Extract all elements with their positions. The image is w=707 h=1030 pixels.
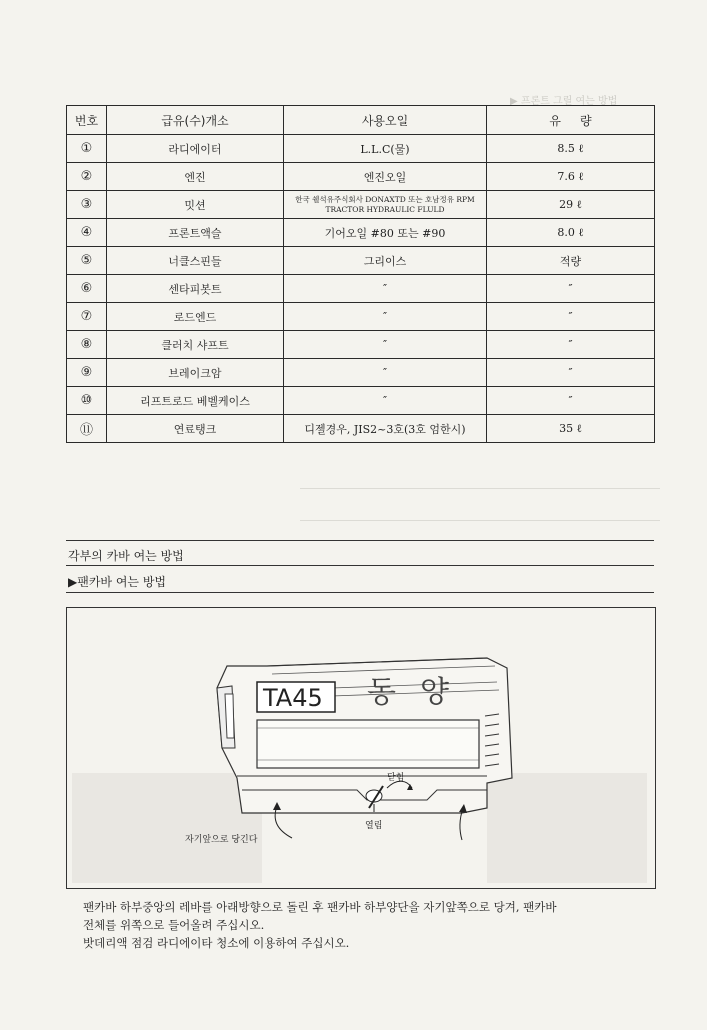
instruction-line-2: 전체를 위쪽으로 들어올려 주십시오. (83, 918, 265, 932)
header-place: 급유(수)개소 (107, 106, 284, 135)
bleed-through-line (300, 520, 660, 521)
row-amount: ″ (487, 387, 655, 415)
row-oil: 디젤경우, JIS2~3호(3호 엄한시) (284, 415, 487, 443)
table-row (67, 415, 655, 443)
instruction-line-1: 팬카바 하부중앙의 레바를 아래방향으로 돌린 후 팬카바 하부양단을 자기앞쪽으로 당겨, 팬카바 (83, 900, 557, 914)
row-number: ① (67, 135, 107, 163)
row-number: ⑧ (67, 331, 107, 359)
lubrication-table (66, 105, 655, 443)
header-no: 번호 (67, 106, 107, 135)
table-row (67, 219, 655, 247)
bleed-through-text: ▶ 프론트 그릴 여는 방법 (510, 96, 618, 107)
row-number: ⑤ (67, 247, 107, 275)
row-place: 라디에이터 (107, 135, 284, 163)
row-oil: ″ (284, 275, 487, 303)
row-place: 엔진 (107, 163, 284, 191)
row-amount: ″ (487, 331, 655, 359)
row-amount: 7.6 ℓ (487, 163, 655, 191)
brand-logo-text: 동양 (367, 675, 473, 710)
header-amount: 유 량 (487, 106, 655, 135)
fan-cover-figure (66, 607, 656, 889)
table-row (67, 247, 655, 275)
label-open: 열림 (365, 821, 383, 831)
row-number: ⑪ (67, 415, 107, 443)
table-row (67, 387, 655, 415)
row-place: 밋션 (107, 191, 284, 219)
row-oil: 그리이스 (284, 247, 487, 275)
instruction-line-3: 밧데리액 점검 라디에이타 청소에 이용하여 주십시오. (83, 936, 350, 950)
row-amount: 29 ℓ (487, 191, 655, 219)
bleed-through-line (300, 488, 660, 489)
row-amount: 8.5 ℓ (487, 135, 655, 163)
row-place: 로드엔드 (107, 303, 284, 331)
row-number: ⑦ (67, 303, 107, 331)
table-row (67, 135, 655, 163)
instruction-text (83, 898, 663, 952)
row-amount: ″ (487, 275, 655, 303)
section-title: 각부의 카바 여는 방법 (68, 549, 184, 563)
table-header-row (67, 106, 655, 135)
row-oil: ″ (284, 303, 487, 331)
row-place: 너클스핀들 (107, 247, 284, 275)
label-pull-forward: 자기앞으로 당긴다 (185, 835, 258, 845)
fan-cover-illustration (67, 608, 655, 888)
section-rule-top (66, 540, 654, 541)
table-row (67, 303, 655, 331)
row-place: 브레이크암 (107, 359, 284, 387)
row-place: 연료탱크 (107, 415, 284, 443)
row-oil: L.L.C(물) (284, 135, 487, 163)
row-place: 리프트로드 베벨케이스 (107, 387, 284, 415)
section-rule-bottom (66, 592, 654, 593)
row-amount: ″ (487, 359, 655, 387)
row-amount: 8.0 ℓ (487, 219, 655, 247)
table-row (67, 191, 655, 219)
table-row (67, 331, 655, 359)
row-amount: ″ (487, 303, 655, 331)
model-badge-text: TA45 (263, 684, 323, 712)
row-number: ⑥ (67, 275, 107, 303)
section-rule-middle (66, 565, 654, 566)
row-amount: 35 ℓ (487, 415, 655, 443)
row-oil: ″ (284, 331, 487, 359)
row-number: ⑩ (67, 387, 107, 415)
row-amount: 적량 (487, 247, 655, 275)
row-oil: 한국 쉘석유주식회사 DONAXTD 또는 호남정유 RPM TRACTOR HYDRAULIC FLULD (284, 191, 487, 219)
row-place: 프론트액슬 (107, 219, 284, 247)
table-row (67, 275, 655, 303)
header-oil: 사용오일 (284, 106, 487, 135)
row-number: ② (67, 163, 107, 191)
row-number: ⑨ (67, 359, 107, 387)
row-number: ③ (67, 191, 107, 219)
row-place: 클러치 샤프트 (107, 331, 284, 359)
table-row (67, 163, 655, 191)
row-oil: 엔진오일 (284, 163, 487, 191)
row-oil: ″ (284, 359, 487, 387)
row-oil: ″ (284, 387, 487, 415)
row-oil: 기어오일 #80 또는 #90 (284, 219, 487, 247)
label-close: 닫힘 (387, 773, 405, 783)
table-row (67, 359, 655, 387)
row-place: 센타피봇트 (107, 275, 284, 303)
section-subtitle: ▶팬카바 여는 방법 (68, 575, 167, 589)
row-number: ④ (67, 219, 107, 247)
